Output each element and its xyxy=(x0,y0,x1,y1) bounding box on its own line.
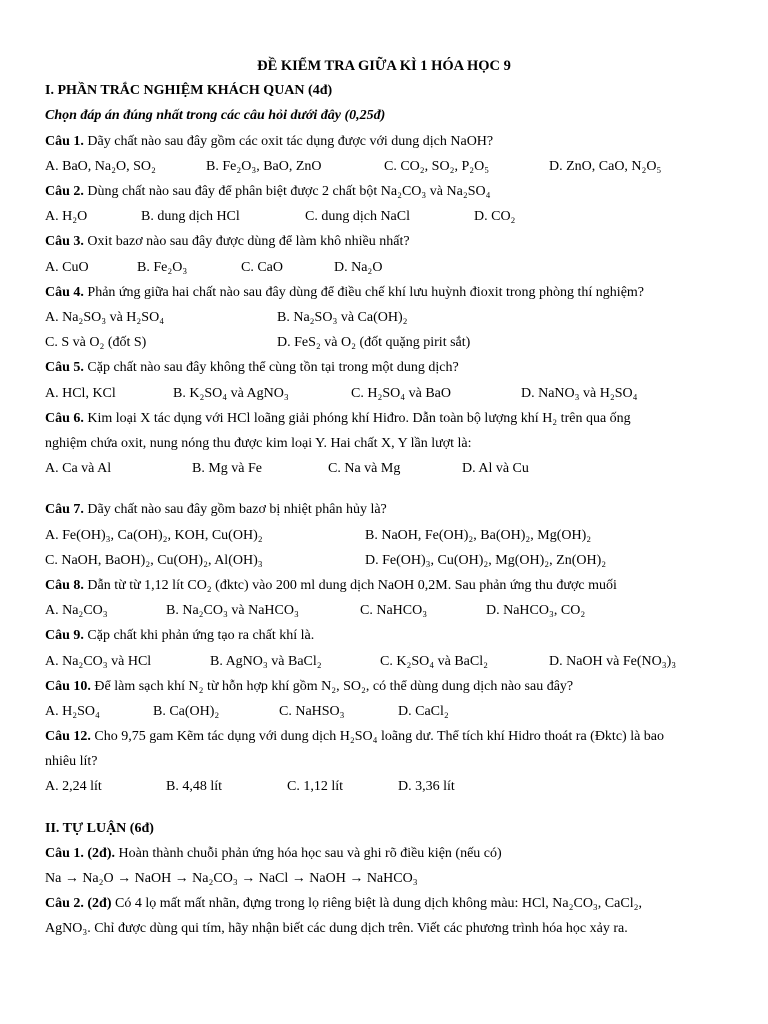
question-7 xyxy=(45,502,728,519)
question-label: Câu 3. xyxy=(45,234,84,249)
question-label: Câu 12. xyxy=(45,729,91,744)
q3-option-c: C. CaO xyxy=(241,260,283,275)
question-label: Câu 10. xyxy=(45,679,91,694)
q5-option-c: C. H₂SO₄ và BaO xyxy=(351,386,451,401)
question-6 xyxy=(45,411,728,428)
q9-option-d: D. NaOH và Fe(NO₃)₃ xyxy=(549,654,677,669)
q2-option-d: D. CO₂ xyxy=(474,209,516,224)
q5-option-a: A. HCl, KCl xyxy=(45,386,116,401)
question-1 xyxy=(45,134,728,151)
question-5 xyxy=(45,360,728,377)
question-label: Câu 4. xyxy=(45,285,84,300)
q3-option-b: B. Fe₂O₃ xyxy=(137,260,188,275)
section1-instruction: Chọn đáp án đúng nhất trong các câu hỏi dưới đây (0,25đ) xyxy=(45,108,386,123)
q2-option-a: A. H₂O xyxy=(45,209,88,224)
q7-option-c: C. NaOH, BaOH)₂, Cu(OH)₂, Al(OH)₃ xyxy=(45,553,263,568)
q7-option-a: A. Fe(OH)₃, Ca(OH)₂, KOH, Cu(OH)₂ xyxy=(45,528,263,543)
question-text: Cho 9,75 gam Kẽm tác dụng với dung dịch H₂SO₄ loãng dư. Thể tích khí Hidro thoát ra (Đktc) là bao xyxy=(90,729,665,744)
question-text: Cặp chất nào sau đây không thể cùng tồn tại trong một dung dịch? xyxy=(83,360,459,375)
q10-option-c: C. NaHSO₃ xyxy=(279,704,345,719)
q9-option-a: A. Na₂CO₃ và HCl xyxy=(45,654,152,669)
question-text: Có 4 lọ mất mất nhãn, đựng trong lọ riêng biệt là dung dịch không màu: HCl, Na₂CO₃, CaCl₂, xyxy=(111,896,642,911)
q12-option-c: C. 1,12 lít xyxy=(287,779,344,794)
q8-option-d: D. NaHCO₃, CO₂ xyxy=(486,603,586,618)
reaction-chain: Na → Na₂O → NaOH → Na₂CO₃ → NaCl → NaOH → NaHCO₃ xyxy=(45,871,418,886)
q7-option-d: D. Fe(OH)₃, Cu(OH)₂, Mg(OH)₂, Zn(OH)₂ xyxy=(365,553,607,568)
q2-option-b: B. dung dịch HCl xyxy=(141,209,240,224)
question-text: Dãy chất nào sau đây gồm bazơ bị nhiệt phân hủy là? xyxy=(83,502,387,517)
q6-option-b: B. Mg và Fe xyxy=(192,461,262,476)
q6-option-c: C. Na và Mg xyxy=(328,461,401,476)
q12-option-b: B. 4,48 lít xyxy=(166,779,223,794)
question-4 xyxy=(45,285,728,302)
q8-option-b: B. Na₂CO₃ và NaHCO₃ xyxy=(166,603,299,618)
q1-option-d: D. ZnO, CaO, N₂O₅ xyxy=(549,159,662,174)
q4-option-b: B. Na₂SO₃ và Ca(OH)₂ xyxy=(277,310,408,325)
essay-question-2 xyxy=(45,896,728,913)
q1-option-b: B. Fe₂O₃, BaO, ZnO xyxy=(206,159,322,174)
question-label: Câu 2. xyxy=(45,184,84,199)
question-3 xyxy=(45,234,728,251)
question-text: Để làm sạch khí N₂ từ hỗn hợp khí gồm N₂, SO₂, có thể dùng dung dịch nào sau đây? xyxy=(90,679,574,694)
q4-option-a: A. Na₂SO₃ và H₂SO₄ xyxy=(45,310,165,325)
section2-heading: II. TỰ LUẬN (6đ) xyxy=(45,821,154,836)
q2-option-c: C. dung dịch NaCl xyxy=(305,209,410,224)
q8-option-a: A. Na₂CO₃ xyxy=(45,603,108,618)
q1-option-c: C. CO₂, SO₂, P₂O₅ xyxy=(384,159,490,174)
question-2 xyxy=(45,184,728,201)
q4-option-d: D. FeS₂ và O₂ (đốt quặng pirit sắt) xyxy=(277,335,471,350)
q3-option-a: A. CuO xyxy=(45,260,89,275)
essay-question-2-continued: AgNO₃. Chỉ được dùng qui tím, hãy nhận biết các dung dịch trên. Viết các phương trình hóa học xảy ra. xyxy=(45,921,628,936)
question-text: Hoàn thành chuỗi phản ứng hóa học sau và ghi rõ điều kiện (nếu có) xyxy=(115,846,502,861)
q10-option-b: B. Ca(OH)₂ xyxy=(153,704,220,719)
question-text: Dãy chất nào sau đây gồm các oxit tác dụng được với dung dịch NaOH? xyxy=(83,134,494,149)
question-8 xyxy=(45,578,728,595)
essay-question-1 xyxy=(45,846,728,863)
question-12 xyxy=(45,729,728,746)
q12-option-a: A. 2,24 lít xyxy=(45,779,102,794)
question-label: Câu 6. xyxy=(45,411,84,426)
q6-option-d: D. Al và Cu xyxy=(462,461,529,476)
q4-option-c: C. S và O₂ (đốt S) xyxy=(45,335,147,350)
section1-heading: I. PHẦN TRẮC NGHIỆM KHÁCH QUAN (4đ) xyxy=(45,83,333,98)
question-text: Phản ứng giữa hai chất nào sau đây dùng để điều chế khí lưu huỳnh đioxit trong phòng thí nghiệm? xyxy=(83,285,645,300)
exam-title: ĐỀ KIỂM TRA GIỮA KÌ 1 HÓA HỌC 9 xyxy=(257,58,511,74)
q3-option-d: D. Na₂O xyxy=(334,260,383,275)
question-label: Câu 1. (2đ). xyxy=(45,846,116,861)
question-text: Dẫn từ từ 1,12 lít CO₂ (đktc) vào 200 ml dung dịch NaOH 0,2M. Sau phản ứng thu được muối xyxy=(83,578,617,593)
question-text: Oxit bazơ nào sau đây được dùng để làm khô nhiều nhất? xyxy=(83,234,410,249)
question-6-continued: nghiệm chứa oxit, nung nóng thu được kim loại Y. Hai chất X, Y lần lượt là: xyxy=(45,436,472,451)
q5-option-b: B. K₂SO₄ và AgNO₃ xyxy=(173,386,289,401)
q5-option-d: D. NaNO₃ và H₂SO₄ xyxy=(521,386,638,401)
question-label: Câu 1. xyxy=(45,134,84,149)
q1-option-a: A. BaO, Na₂O, SO₂ xyxy=(45,159,156,174)
question-9 xyxy=(45,628,728,645)
question-text: Kim loại X tác dụng với HCl loãng giải phóng khí Hiđro. Dẫn toàn bộ lượng khí H₂ trên qua ống xyxy=(83,411,631,426)
q9-option-c: C. K₂SO₄ và BaCl₂ xyxy=(380,654,488,669)
question-text: Cặp chất khi phản ứng tạo ra chất khí là. xyxy=(83,628,315,643)
q12-option-d: D. 3,36 lít xyxy=(398,779,455,794)
q6-option-a: A. Ca và Al xyxy=(45,461,112,476)
q8-option-c: C. NaHCO₃ xyxy=(360,603,428,618)
q7-option-b: B. NaOH, Fe(OH)₂, Ba(OH)₂, Mg(OH)₂ xyxy=(365,528,592,543)
q10-option-d: D. CaCl₂ xyxy=(398,704,449,719)
question-10 xyxy=(45,679,728,696)
question-text: Dùng chất nào sau đây để phân biệt được 2 chất bột Na₂CO₃ và Na₂SO₄ xyxy=(83,184,491,199)
q10-option-a: A. H₂SO₄ xyxy=(45,704,100,719)
question-12-continued: nhiêu lít? xyxy=(45,754,98,769)
question-label: Câu 7. xyxy=(45,502,84,517)
question-label: Câu 9. xyxy=(45,628,84,643)
question-label: Câu 2. (2đ) xyxy=(45,896,112,911)
q9-option-b: B. AgNO₃ và BaCl₂ xyxy=(210,654,322,669)
question-label: Câu 8. xyxy=(45,578,84,593)
question-label: Câu 5. xyxy=(45,360,84,375)
